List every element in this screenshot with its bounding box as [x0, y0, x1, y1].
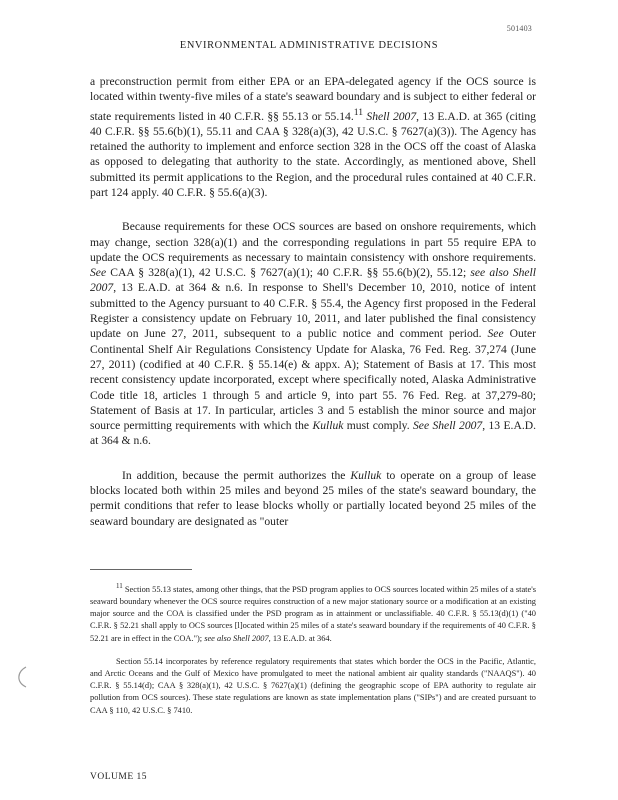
text-run: a preconstruction permit from either EPA or an EPA-delegated agency if the OCS source is located within twenty-five miles of a state's seaward boundary and is subject to either federal or state requirements listed in 40 C.F.R. §§ 55.13 or 55.14.	[90, 75, 536, 123]
text-run: In addition, because the permit authorizes the	[122, 468, 351, 482]
page-number: 501403	[506, 24, 532, 33]
italic-text: See Shell 2007	[413, 419, 483, 433]
volume-footer: VOLUME 15	[90, 772, 148, 782]
italic-text: see also Shell 2007	[204, 633, 269, 643]
paragraph	[90, 219, 536, 448]
footnote	[90, 656, 536, 717]
text-run: , 13 E.A.D. at 364 & n.6.	[90, 419, 536, 448]
text-run: Because requirements for these OCS sources are based on onshore requirements, which may change, section 328(a)(1) and the corresponding regulations in part 55 require EPA to update the OCS requirements as necessary to maintain consistency with onshore requirements.	[90, 220, 536, 264]
scan-artifact-icon	[14, 666, 28, 688]
footnote-divider	[90, 569, 192, 570]
paragraph	[90, 74, 536, 200]
text-run: Section 55.14 incorporates by reference regulatory requirements that states which border the OCS in the Pacific, Atlantic, and Arctic Oceans and the Gulf of Mexico have promulgated to meet the national ambient air quality standards ("NAAQS"). 40 C.F.R. § 55.14(d); CAA § 328(a)(1), 42 U.S.C. § 7627(a)(1) (defining the geographic scope of EPA authority to regulate air pollution from OCS sources). These state regulations are known as state implementation plans ("SIPs") and are created pursuant to CAA § 110, 42 U.S.C. § 7410.	[90, 656, 536, 715]
italic-text: Shell 2007	[366, 109, 417, 123]
text-run: Section 55.13 states, among other things, that the PSD program applies to OCS sources located within 25 miles of a state's seaward boundary whenever the OCS source requires construction of a new major stationary source or a modification at an existing major source and the COA is classified under the PSD program as in attainment or unclassifiable. 40 C.F.R. § 55.13(d)(1) ("40 C.F.R. § 52.21 shall apply to OCS sources [l]ocated within 25 miles of a state's seaward boundary if the requirements of 40 C.F.R. § 52.21 are in effect in the COA.");	[90, 584, 536, 643]
text-run: must comply.	[343, 419, 413, 433]
footnotes	[90, 580, 536, 728]
text-run: , 13 E.A.D. at 365 (citing 40 C.F.R. §§ 55.6(b)(1), 55.11 and CAA § 328(a)(3), 42 U.S.C. § 7627(a)(3)). The Agency has retained the authority to implement and enforce section 328 in the OCS off the coast of Alaska as opposed to delegating that authority to the state. Accordingly, as mentioned above, Shell submitted its permit applications to the Region, and the procedural rules contained at 40 C.F.R. part 124 apply. 40 C.F.R. § 55.6(a)(3).	[90, 109, 536, 199]
italic-text: See	[487, 327, 504, 341]
italic-text: see also Shell 2007	[90, 266, 536, 295]
footnote-ref: 11	[353, 106, 364, 118]
body-text	[90, 74, 536, 548]
text-run: CAA § 328(a)(1), 42 U.S.C. § 7627(a)(1); 40 C.F.R. §§ 55.6(b)(2), 55.12;	[106, 266, 471, 280]
text-run: , 13 E.A.D. at 364 & n.6. In response to Shell's December 10, 2010, notice of intent submitted to the Agency pursuant to 40 C.F.R. § 55.4, the Agency first proposed in the Federal Register a consistency update on February 10, 2011, and later published the final consistency update on June 27, 2011, subsequent to a public notice and comment period.	[90, 281, 536, 341]
italic-text: See	[90, 266, 107, 280]
paragraph	[90, 468, 536, 529]
italic-text: Kulluk	[312, 419, 344, 433]
footnote-ref: 11	[116, 582, 123, 590]
footnote	[90, 580, 536, 645]
text-run: to operate on a group of lease blocks located both within 25 miles and beyond 25 miles of the state's seaward boundary, the permit conditions that refer to lease blocks wholly or partially located beyond 25 miles of the seaward boundary are designated as "outer	[90, 468, 536, 528]
text-run: , 13 E.A.D. at 364.	[268, 633, 332, 643]
text-run: Outer Continental Shelf Air Regulations Consistency Update for Alaska, 76 Fed. Reg. 37,274 (June 27, 2011) (codified at 40 C.F.R. § 55.14(e) & appx. A); Statement of Basis at 17. This most recent consistency update incorporated, except where specifically noted, Alaska Administrative Code title 18, articles 1 through 5 and article 9, into part 55. 76 Fed. Reg. at 37,279-80; Statement of Basis at 17. In particular, articles 3 and 5 establish the minor source and major source permitting requirements with which the	[90, 327, 537, 433]
italic-text: Kulluk	[350, 468, 382, 482]
running-header: ENVIRONMENTAL ADMINISTRATIVE DECISIONS	[179, 40, 439, 51]
